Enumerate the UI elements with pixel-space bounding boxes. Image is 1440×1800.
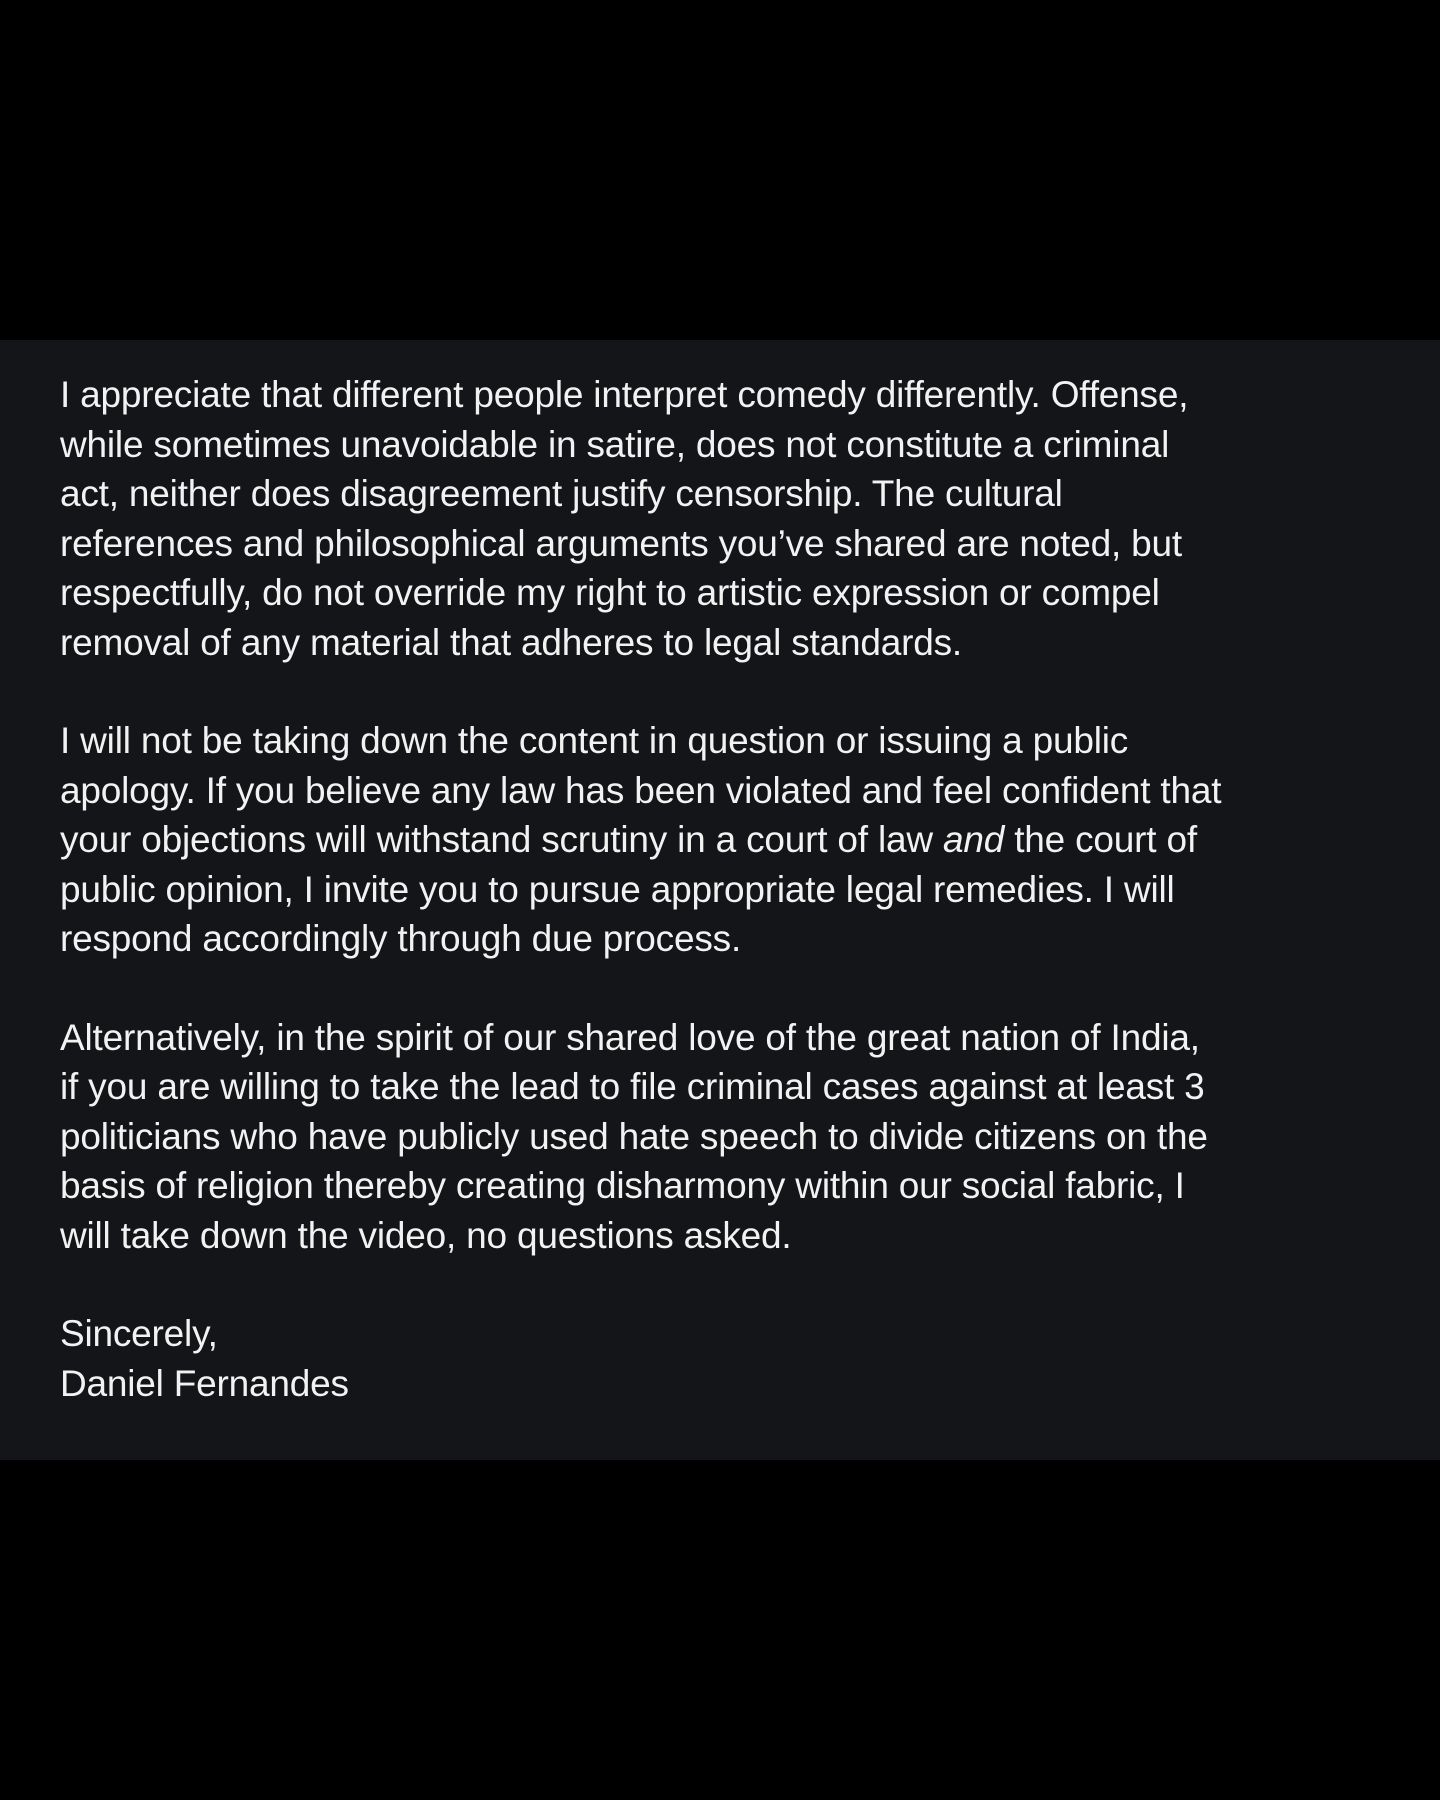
letter-card: [0, 340, 1440, 1460]
signature-name: Daniel Fernandes: [60, 1362, 349, 1404]
text-segment: the court of: [1004, 819, 1197, 860]
text-line: I will not be taking down the content in question or issuing a public: [60, 720, 1129, 761]
sign-off: [60, 1309, 1380, 1408]
text-line: I appreciate that different people interpret comedy differently. Offense,: [60, 374, 1189, 415]
paragraph-refusal: [60, 716, 1380, 964]
closing-text: Sincerely,: [60, 1313, 218, 1354]
text-segment: your objections will withstand scrutiny in a court of law: [60, 819, 943, 860]
letter-body: [60, 370, 1380, 1408]
text-line: references and philosophical arguments you’ve shared are noted, but: [60, 522, 1182, 564]
text-line: basis of religion thereby creating disharmony within our social fabric, I: [60, 1165, 1185, 1206]
text-line: if you are willing to take the lead to file criminal cases against at least 3: [60, 1066, 1205, 1107]
paragraph-alternative: [60, 1013, 1380, 1261]
text-line: respectfully, do not override my right to artistic expression or compel: [60, 572, 1160, 613]
text-line: politicians who have publicly used hate speech to divide citizens on the: [60, 1115, 1208, 1157]
emphasis-text: and: [942, 819, 1005, 860]
text-line-with-emphasis: [60, 819, 1197, 860]
text-line: while sometimes unavoidable in satire, does not constitute a criminal: [60, 423, 1170, 465]
text-line: Alternatively, in the spirit of our shared love of the great nation of India,: [60, 1016, 1200, 1058]
text-line: public opinion, I invite you to pursue appropriate legal remedies. I will: [60, 868, 1175, 910]
text-line: respond accordingly through due process.: [60, 918, 742, 959]
text-line: will take down the video, no questions asked.: [60, 1214, 792, 1256]
paragraph-response: [60, 370, 1380, 667]
text-line: act, neither does disagreement justify censorship. The cultural: [60, 473, 1063, 514]
text-line: removal of any material that adheres to legal standards.: [60, 621, 962, 663]
text-line: apology. If you believe any law has been violated and feel confident that: [60, 769, 1222, 811]
